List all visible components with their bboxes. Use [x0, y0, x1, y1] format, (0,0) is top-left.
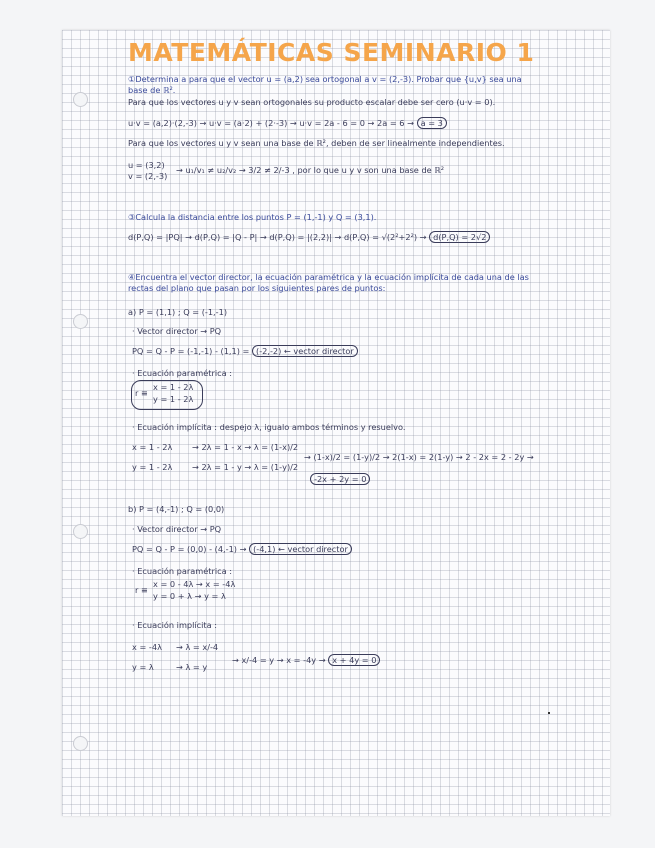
ex4b-param-r: r ≡	[135, 585, 148, 595]
ex4b-heading: b) P = (4,-1) ; Q = (0,0)	[128, 504, 225, 514]
binder-hole	[73, 524, 88, 539]
binder-hole	[73, 92, 88, 107]
ex3-statement: ③Calcula la distancia entre los puntos P = (1,-1) y Q = (3,1).	[128, 212, 377, 222]
ex1-statement-line2: base de ℝ².	[128, 85, 176, 95]
ex4a-param-r: r ≡	[135, 388, 148, 398]
ex4a-implicit-label: · Ecuación implícita : despejo λ, igualo ambos términos y resuelvo.	[132, 422, 406, 432]
ex4a-implicit-box: -2x + 2y = 0	[310, 473, 370, 485]
ex4b-director-label: · Vector director → PQ	[132, 524, 222, 534]
ex4b-implicit-y: y = λ	[132, 662, 154, 672]
pen-dot	[548, 712, 550, 714]
ex1-text-orthogonal: Para que los vectores u y v sean ortogonales su producto escalar debe ser cero (u·v = 0).	[128, 97, 496, 107]
ex4b-implicit-equation	[232, 655, 380, 666]
ex4a-implicit-x: x = 1 - 2λ	[132, 442, 173, 452]
ex4b-implicit-x: x = -4λ	[132, 642, 162, 652]
ex4b-implicit-eq-text: → x/-4 = y → x = -4y →	[232, 655, 326, 665]
binder-hole	[73, 314, 88, 329]
ex4a-implicit-x-solve: → 2λ = 1 - x → λ = (1-x)/2	[192, 442, 299, 452]
ex4-statement-line1: ④Encuentra el vector director, la ecuación paramétrica y la ecuación implícita de cada una de las	[128, 272, 529, 282]
ex4a-implicit-equation: → (1-x)/2 = (1-y)/2 → 2(1-x) = 2(1-y) → 2 - 2x = 2 - 2y →	[304, 452, 534, 462]
ex3-calculation	[128, 232, 490, 243]
ex4b-implicit-label: · Ecuación implícita :	[132, 620, 218, 630]
ex4a-director-box: (-2,-2) ← vector director	[252, 345, 358, 357]
ex4a-param-y: y = 1 - 2λ	[153, 394, 194, 404]
ex1-result-box: a = 3	[417, 117, 447, 129]
ex4b-director-box: (-4,1) ← vector director	[249, 543, 352, 555]
ex3-calc-text: d(P,Q) = |PQ| → d(P,Q) = |Q - P| → d(P,Q) = |(2,2)| → d(P,Q) = √(2²+2²) →	[128, 232, 427, 242]
ex4b-director-calc	[132, 544, 352, 555]
ex1-vector-u: u = (3,2)	[128, 160, 165, 170]
ex4a-director-calc	[132, 346, 358, 357]
ex4b-director-calc-text: PQ = Q - P = (0,0) - (4,-1) →	[132, 544, 247, 554]
ex4a-param-x: x = 1 - 2λ	[153, 382, 194, 392]
ex4a-implicit-y: y = 1 - 2λ	[132, 462, 173, 472]
ex3-result-box: d(P,Q) = 2√2	[429, 231, 490, 243]
ex1-vector-v: v = (2,-3)	[128, 171, 168, 181]
ex4b-param-x: x = 0 - 4λ → x = -4λ	[153, 579, 236, 589]
ex4-statement-line2: rectas del plano que pasan por los siguientes pares de puntos:	[128, 283, 386, 293]
ex4b-param-label: · Ecuación paramétrica :	[132, 566, 233, 576]
ex1-calculation	[128, 118, 447, 129]
ex4a-implicit-y-solve: → 2λ = 1 - y → λ = (1-y)/2	[192, 462, 299, 472]
ex4b-implicit-x-solve: → λ = x/-4	[176, 642, 219, 652]
ex1-text-base: Para que los vectores u y v sean una base de ℝ², deben de ser linealmente independientes.	[128, 138, 505, 148]
ex4a-heading: a) P = (1,1) ; Q = (-1,-1)	[128, 307, 228, 317]
ex1-calc-text: u·v = (a,2)·(2,-3) → u·v = (a·2) + (2·-3) → u·v = 2a - 6 = 0 → 2a = 6 →	[128, 118, 414, 128]
ex4a-director-calc-text: PQ = Q - P = (-1,-1) - (1,1) =	[132, 346, 250, 356]
ex4b-implicit-box: x + 4y = 0	[328, 654, 380, 666]
ex4a-param-label: · Ecuación paramétrica :	[132, 368, 233, 378]
binder-hole	[73, 736, 88, 751]
ex4b-param-y: y = 0 + λ → y = λ	[153, 591, 226, 601]
ex4a-implicit-result	[310, 474, 370, 485]
ex4b-implicit-y-solve: → λ = y	[176, 662, 208, 672]
ex1-independence: → u₁/v₁ ≠ u₂/v₂ → 3/2 ≠ 2/-3 , por lo que u y v son una base de ℝ²	[176, 165, 445, 175]
page-title: MATEMÁTICAS SEMINARIO 1	[128, 38, 535, 67]
ex1-statement-line1: ①Determina a para que el vector u = (a,2) sea ortogonal a v = (2,-3). Probar que {u,v} sea una	[128, 74, 522, 84]
ex4a-director-label: · Vector director → PQ	[132, 326, 222, 336]
